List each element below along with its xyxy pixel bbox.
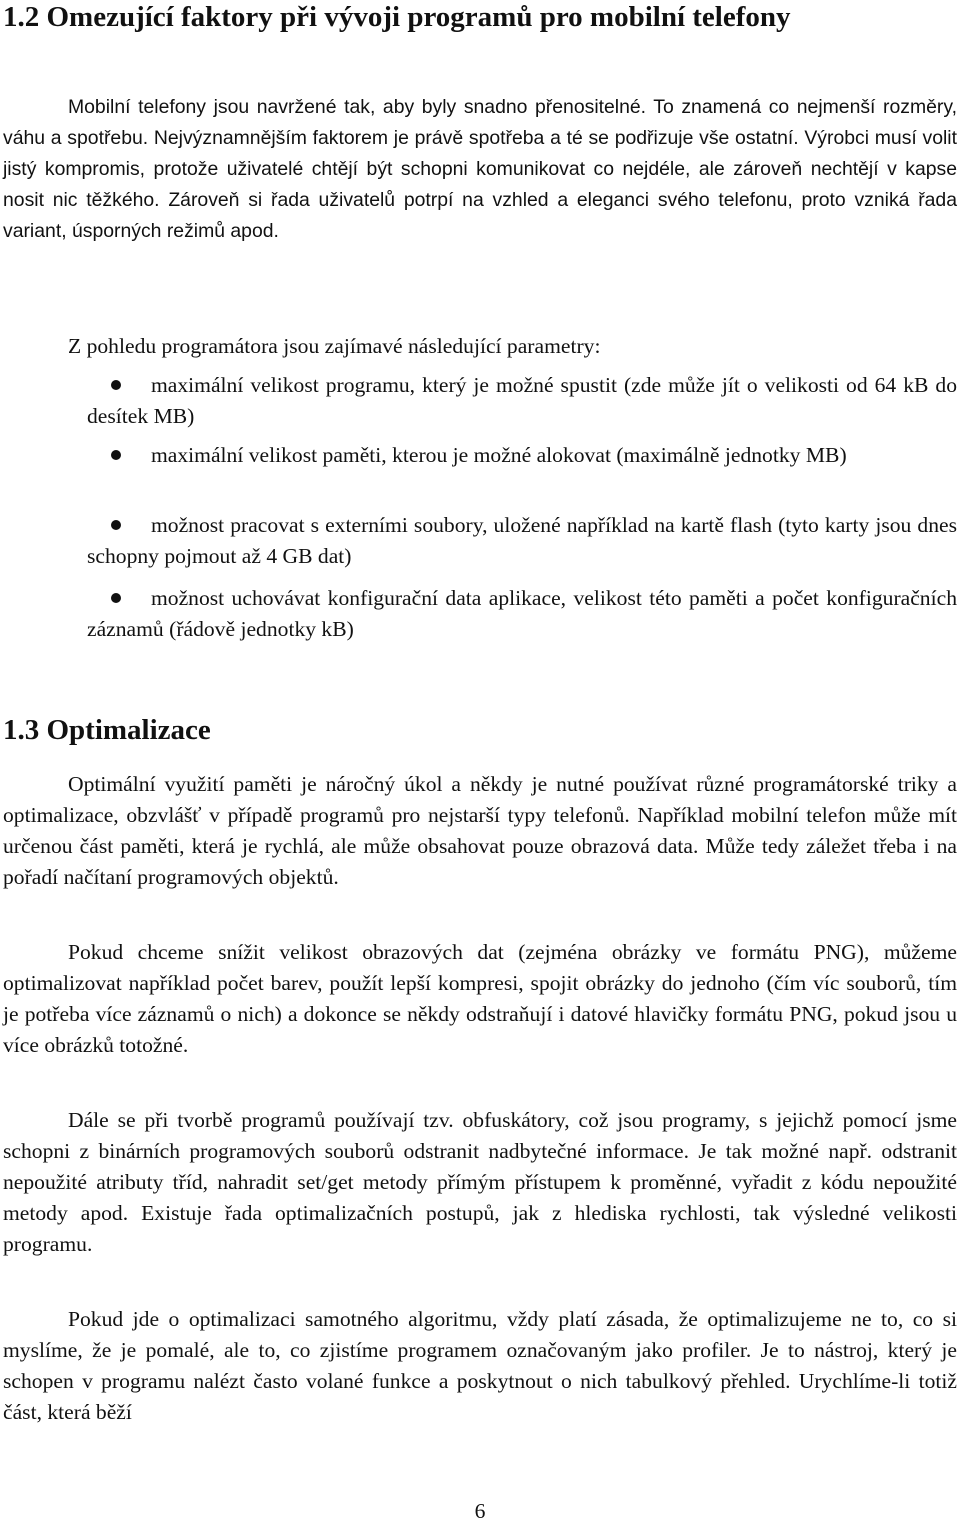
- list-item: [87, 510, 957, 572]
- bullet-icon: [111, 380, 121, 390]
- paragraph-obfuscators: Dále se při tvorbě programů používají tzv. obfuskátory, což jsou programy, s jejichž pomocí jsme schopni z binárních programových souborů odstranit nadbytečné informace. Je tak možné např. odstranit nepoužité atributy tříd, nahradit set/get metody přímým přístupem k proměnné, vyřadit z kódu nepoužité metody apod. Existuje řada optimalizačních postupů, jak z hlediska rychlosti, tak výsledné velikosti programu.: [3, 1108, 957, 1256]
- list-item: [87, 583, 957, 645]
- bullet-icon: [111, 450, 121, 460]
- list-item-text: maximální velikost programu, který je možné spustit (zde může jít o velikosti od 64 kB do desítek MB): [87, 373, 957, 428]
- list-item-text: maximální velikost paměti, kterou je možné alokovat (maximálně jednotky MB): [151, 443, 847, 467]
- paragraph-mobile-constraints: Mobilní telefony jsou navržené tak, aby byly snadno přenositelné. To znamená co nejmenší rozměry, váhu a spotřebu. Nejvýznamnějším faktorem je právě spotřeba a té se podřizuje vše ostatní. Výrobci musí volit jistý kompromis, protože uživatelé chtějí být schopni komunikovat co nejdéle, ale zároveň nechtějí v kapse nosit nic těžkého. Zároveň si řada uživatelů potrpí na vzhled a eleganci svého telefonu, proto vzniká řada variant, úsporných režimů apod.: [3, 96, 957, 242]
- bullet-icon: [111, 520, 121, 530]
- list-item-text: možnost uchovávat konfigurační data aplikace, velikost této paměti a počet konfiguračních záznamů (řádově jednotky kB): [87, 586, 957, 641]
- section-heading-1-3: 1.3 Optimalizace: [3, 714, 211, 746]
- list-item: [87, 440, 957, 471]
- bullet-icon: [111, 593, 121, 603]
- paragraph-memory-usage: Optimální využití paměti je náročný úkol a někdy je nutné používat různé programátorské triky a optimalizace, obzvlášť v případě programů pro nejstarší typy telefonů. Například mobilní telefon může mít určenou část paměti, která je rychlá, ale může obsahovat pouze obrazová data. Může tedy záležet třeba i na pořadí načítaní programových objektů.: [3, 772, 957, 889]
- list-item-text: možnost pracovat s externími soubory, uložené například na kartě flash (tyto karty jsou dnes schopny pojmout až 4 GB dat): [87, 513, 957, 568]
- list-item: [87, 370, 957, 432]
- section-heading-1-2: 1.2 Omezující faktory při vývoji programů pro mobilní telefony: [3, 1, 791, 33]
- paragraph-algorithm-optimization: Pokud jde o optimalizaci samotného algoritmu, vždy platí zásada, že optimalizujeme ne to, co si myslíme, že je pomalé, ale to, co zjistíme programem označovaným jako profiler. Je to nástroj, který je schopen v programu nalézt často volané funkce a poskytnout o nich tabulkový přehled. Urychlíme-li totiž část, která běží: [3, 1307, 957, 1424]
- list-intro: Z pohledu programátora jsou zajímavé následující parametry:: [68, 334, 601, 358]
- paragraph-image-data: Pokud chceme snížit velikost obrazových dat (zejména obrázky ve formátu PNG), můžeme optimalizovat například počet barev, použít lepší kompresi, spojit obrázky do jednoho (čím víc souborů, tím je potřeba více záznamů o nich) a dokonce se někdy odstraňují i datové hlavičky formátu PNG, pokud jsou u více obrázků totožné.: [3, 940, 957, 1057]
- page-number: 6: [474, 1499, 486, 1523]
